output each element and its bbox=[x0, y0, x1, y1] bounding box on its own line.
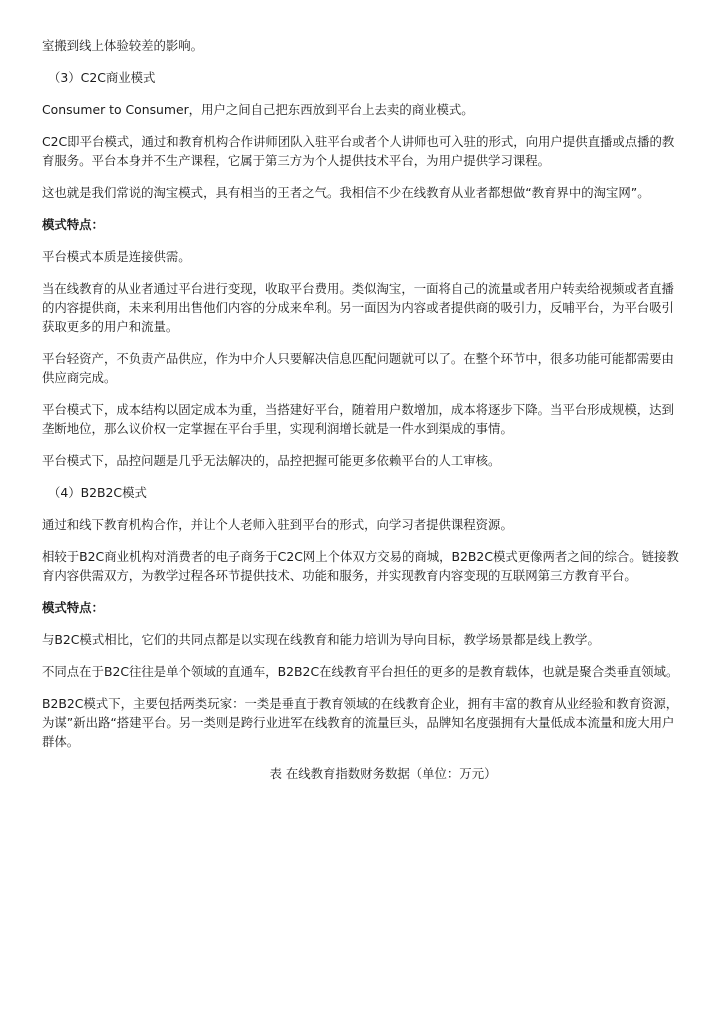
section-heading-b2b2c: （4）B2B2C模式 bbox=[48, 485, 147, 500]
paragraph-b2b2c-feature-2: 不同点在于B2C往往是单个领域的直通车，B2B2C在线教育平台担任的更多的是教育载体，也就是聚合类垂直领域。 bbox=[42, 664, 679, 679]
paragraph-c2c-feature-4: 平台模式下，成本结构以固定成本为重，当搭建好平台，随着用户数增加，成本将逐步下降。当平台形成规模，达到垄断地位，那么议价权一定掌握在平台手里，实现利润增长就是一件水到渠成的事情。 bbox=[42, 402, 674, 436]
features-label-b2b2c: 模式特点： bbox=[42, 600, 104, 615]
paragraph-c2c-feature-5: 平台模式下，品控问题是几乎无法解决的，品控把握可能更多依赖平台的人工审核。 bbox=[42, 453, 501, 468]
paragraph-c2c-definition: Consumer to Consumer，用户之间自己把东西放到平台上去卖的商业模式。 bbox=[42, 102, 474, 117]
paragraph-c2c-feature-1: 平台模式本质是连接供需。 bbox=[42, 249, 191, 264]
section-heading-c2c: （3）C2C商业模式 bbox=[48, 70, 156, 85]
features-label-c2c: 模式特点： bbox=[42, 217, 104, 232]
paragraph-c2c-feature-2: 当在线教育的从业者通过平台进行变现，收取平台费用。类似淘宝，一面将自己的流量或者用户转卖给视频或者直播的内容提供商，未来利用出售他们内容的分成来牟利。另一面因为内容或者提供商的吸引力，反哺平台，为平台吸引获取更多的用户和流量。 bbox=[42, 281, 674, 334]
paragraph-c2c-platform: C2C即平台模式，通过和教育机构合作讲师团队入驻平台或者个人讲师也可入驻的形式，向用户提供直播或点播的教育服务。平台本身并不生产课程，它属于第三方为个人提供技术平台，为用户提供学习课程。 bbox=[42, 134, 675, 168]
table-caption: 表 在线教育指数财务数据（单位：万元） bbox=[269, 766, 497, 781]
paragraph-continuation: 室搬到线上体验较差的影响。 bbox=[42, 38, 204, 53]
paragraph-c2c-feature-3: 平台轻资产，不负责产品供应，作为中介人只要解决信息匹配问题就可以了。在整个环节中，很多功能可能都需要由供应商完成。 bbox=[42, 351, 674, 385]
paragraph-b2b2c-compare: 相较于B2C商业机构对消费者的电子商务于C2C网上个体双方交易的商城，B2B2C模式更像两者之间的综合。链接教育内容供需双方，为教学过程各环节提供技术、功能和服务，并实现教育内容变现的互联网第三方教育平台。 bbox=[42, 549, 679, 583]
paragraph-b2b2c-definition: 通过和线下教育机构合作，并让个人老师入驻到平台的形式，向学习者提供课程资源。 bbox=[42, 517, 513, 532]
paragraph-b2b2c-feature-1: 与B2C模式相比，它们的共同点都是以实现在线教育和能力培训为导向目标，教学场景都是线上教学。 bbox=[42, 632, 600, 647]
paragraph-c2c-taobao: 这也就是我们常说的淘宝模式，具有相当的王者之气。我相信不少在线教育从业者都想做“教育界中的淘宝网”。 bbox=[42, 185, 650, 200]
paragraph-b2b2c-feature-3: B2B2C模式下，主要包括两类玩家：一类是垂直于教育领域的在线教育企业，拥有丰富的教育从业经验和教育资源，为谋”新出路“搭建平台。另一类则是跨行业进军在线教育的流量巨头，品牌知名度强拥有大量低成本流量和庞大用户群体。 bbox=[42, 696, 679, 749]
